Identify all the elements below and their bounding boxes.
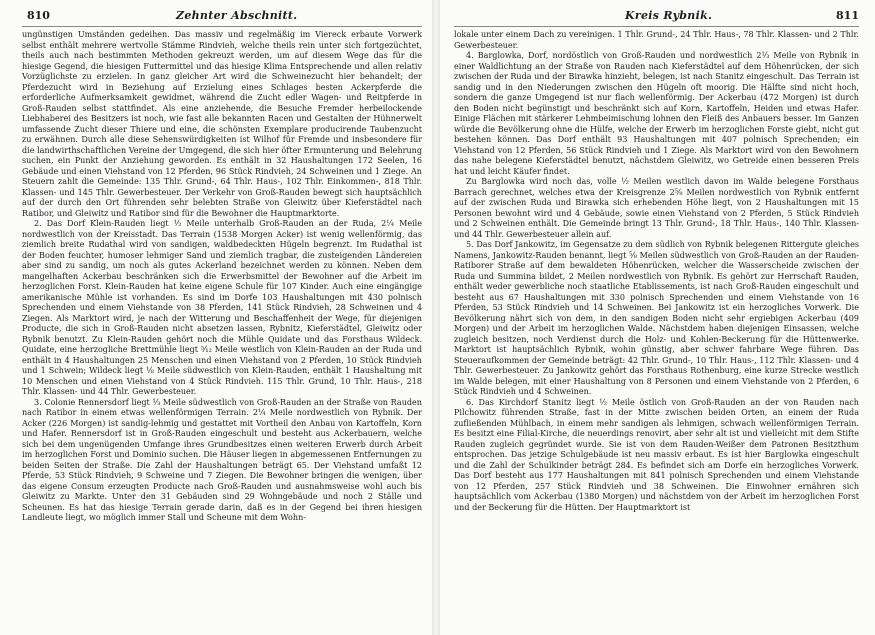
paragraph: 6. Das Kirchdorf Stanitz liegt ½ Meile östlich von Groß-Rauden an der von Rauden nach Pilchowitz führenden Straße, fast in der Mitte zwischen beiden Orten, an einem der Ruda zufließenden Mühlbach, in einem mehr sandigen als lehmigen, schwach wellenförmigen Terrain. Es besitzt eine Filial-Kirche, die neuerdings renovirt, aber sehr alt ist und vielleicht mit dem Stifte Rauden zugleich gegründet wurde. Sie ist von dem Rauden-Weißer dem Patronen Besitzthum entsprochen. Das jetzige Schulgebäude ist neu massiv erbaut. Es ist hier Barglowka eingeschult und die Zahl der Schulkinder beträgt 284. Es befindet sich am Dorfe ein herzogliches Vorwerk. Das Dorf besteht aus 177 Haushaltungen mit 841 polnisch Sprechenden und einem Viehstande von 12 Pferden, 257 Stück Rindvieh und 38 Schweinen. Die Einwohner ernähren sich hauptsächlich vom Ackerbau (1380 Morgen) und nächstdem von der Arbeit im herzoglichen Forst und der Beckerung für die Hütten. Der Hauptmarktort ist xyxy=(454,397,859,512)
paragraph: 3. Colonie Rennersdorf liegt ⅓ Meile südwestlich von Groß-Rauden an der Straße von Rauden nach Ratibor in einem etwas wellenförmigen Terrain. 2¼ Meile nordwestlich von Rybnik. Der Acker (226 Morgen) ist sandig-lehmig und gestattet mit Vortheil den Anbau von Kartoffeln, Korn und Hafer. Rennersdorf ist in Groß-Rauden eingeschult und besteht aus Ackerbauern, welche sich bei dem ungenügenden Umfange ihres Grundbesitzes einen weiteren Erwerb durch Arbeit im herzoglichen Forst und Dominio suchen. Die Häuser liegen in abgemessenen Entfernungen zu beiden Seiten der Straße. Die Zahl der Haushaltungen beträgt 65. Der Viehstand umfaßt 12 Pferde, 53 Stück Rindvieh, 9 Schweine und 7 Ziegen. Die Bewohner bringen die wenigen, über das eigene Consum erzeugten Producte nach Groß-Rauden und ausnahmsweise wohl auch bis Gleiwitz zu Markte. Unter den 31 Gebäuden sind 29 Wohngebäude und noch 2 Ställe und Scheunen. Es hat das hiesige Terrain gerade darin, daß es in der Gegend bei ihren hiesigen Landleute liegt, wo möglich immer Stall und Scheune mit dem Wohn- xyxy=(22,397,422,522)
paragraph: 5. Das Dorf Jankowitz, im Gegensatze zu dem südlich von Rybnik belegenen Rittergute gleiches Namens, Jankowitz-Rauden benannt, liegt ⅝ Meilen südwestlich von Groß-Rauden an der Rauden-Ratiborer Straße auf dem bewaldeten Höhenrücken, welcher die Wasserscheide zwischen der Ruda und Summina bildet, 2 Meilen nordwestlich von Rybnik. Es gehört zur Herrschaft Rauden, enthält weder gewerbliche noch staatliche Etablissements, ist nach Groß-Rauden eingeschult und besteht aus 67 Haushaltungen mit 330 polnisch Sprechenden und einem Viehstande von 16 Pferden, 53 Stück Rindvieh und 14 Schweinen. Bei Jankowitz ist ein herzogliches Vorwerk. Die Bevölkerung nährt sich von dem, in den sandigen Boden nicht sehr ergiebigen Ackerbau (409 Morgen) und der Arbeit im herzoglichen Walde. Nächstdem haben diejenigen Einsassen, welche zugleich besitzen, noch Verdienst durch die Holz- und Kohlen-Beckerung für die Hüttenwerke. Marktort ist hauptsächlich Rybnik, wohin günstig, aber schwer fahrbare Wege führen. Das Steueraufkommen der Gemeinde beträgt: 42 Thlr. Grund-, 10 Thlr. Haus-, 112 Thlr. Klassen- und 4 Thlr. Gewerbesteuer. Zu Jankowitz gehört das Forsthaus Rothenburg, eine kurze Strecke westlich im Walde belegen, mit einer Haushaltung von 8 Personen und einem Viehstande von 2 Pferden, 6 Stück Rindvieh und 4 Schweinen. xyxy=(454,240,859,396)
book-gutter xyxy=(432,0,440,635)
body-text xyxy=(454,30,859,513)
body-text xyxy=(22,30,422,524)
page-number: 810 xyxy=(27,9,50,22)
paragraph: ungünstigen Umständen gedeihen. Das massiv und regelmäßig im Viereck erbaute Vorwerk selbst enthält mehrere wertvolle Stämme Rindvieh, welche theils rein unter sich fortgezüchtet, theils auch nach bestimmten Methoden gekreuzt werden, um auf diesem Wege das für die hiesige Gegend, die hiesigen Futtermittel und das hiesige Klima Entsprechende und allen relativ Vorzüglichste zu erzielen. In ganz gleicher Art wird die Schweinezucht hier behandelt; der Pferdezucht wird in Beziehung auf Erzielung eines Schlages besten Ackerpferde die erforderliche Aufmerksamkeit gewidmet, während die Zucht edler Wagen- und Reitpferde in Groß-Rauden selbst stattfindet. Als eine anziehende, die Besuche Fremder herbeilockende Liebhaberei des Besitzers ist noch, wie fast alle bekannten Racen und Gestalten der Hühnerwelt umfassende Zucht dieser Thiere und eine, die schönsten Exemplare producirende Taubenzucht zu erwähnen. Durch alle diese Sehenswürdigkeiten ist Wilhof für Fremde und insbesondere für die landwirthschaftlichen Vereine der Umgegend, die sich hier öfter Ermunterung und Belehrung suchen, ein Punkt der Anziehung geworden. Es enthält in 32 Haushaltungen 172 Seelen, 16 Gebäude und einen Viehstand von 12 Pferden, 96 Stück Rindvieh, 24 Schweinen und 1 Ziege. An Steuern zahlt die Gemeinde: 135 Thlr. Grund-, 64 Thlr. Haus-, 102 Thlr. Einkommen-, 818 Thlr. Klassen- und 145 Thlr. Gewerbesteuer. Der Verkehr von Groß-Rauden bewegt sich hauptsächlich auf der durch den Ort führenden sehr belebten Straße von Gleiwitz über Kieferstädtel nach Ratibor, und Gleiwitz und Ratibor sind für die Bewohner die Hauptmarktorte. xyxy=(22,30,422,218)
header-rule xyxy=(454,26,859,27)
paragraph: Zu Barglowka wird noch das, volle ½ Meilen westlich davon im Walde belegene Forsthaus Barrach gerechnet, welches etwa der Kreisgrenze 2⅝ Meilen nordwestlich von Rybnik entfernt auf der zwischen Ruda und Birawka sich erhebenden Höhe liegt, von 2 Haushaltungen mit 15 Personen bewohnt wird und 4 Gebäude, sowie einen Viehstand von 2 Pferden, 5 Stück Rindvieh und 2 Schweinen enthält. Die Gemeinde bringt 13 Thlr. Grund-, 18 Thlr. Haus-, 140 Thlr. Klassen- und 44 Thlr. Gewerbesteuer allein auf. xyxy=(454,177,859,239)
running-title: Zehnter Abschnitt. xyxy=(176,9,298,22)
paragraph: 2. Das Dorf Klein-Rauden liegt ½ Meile unterhalb Groß-Rauden an der Ruda, 2¼ Meile nordwestlich von der Kreisstadt. Das Terrain (1538 Morgen Acker) ist wenig wellenförmig, das ziemlich breite Rudathal wird von sandigen, waldbedeckten Hügeln begrenzt. Im Rudathal ist der Boden feuchter, humoser lehmiger Sand und ziemlich tragbar, die zusteigenden Ländereien aber sind zu sandig, um noch als gutes Ackerland bezeichnet werden zu können. Neben dem mangelhaften Ackerbau beschränken sich die Erwerbsmittel der Bewohner auf die Arbeit im herzoglichen Forst. Klein-Rauden hat keine eigene Schule für 107 Kinder. Auch eine eingängige amerikanische Mühle ist vorhanden. Es sind im Dorfe 103 Haushaltungen mit 430 polnisch Sprechenden und einem Viehstande von 38 Pferden, 141 Stück Rindvieh, 28 Schweinen und 4 Ziegen. Als Marktort wird, je nach der Witterung und Beschaffenheit der Wege, für diejenigen Producte, die sich in Groß-Rauden nicht absetzen lassen, Rybnitz, Kieferstädtel, Gleiwitz oder Rybnik benutzt. Zu Klein-Rauden gehört noch die Mühle Quidate und das Forsthaus Wildeck. Quidate, eine herzogliche Brettmühle liegt ⁵⁄₁₂ Meile westlich von Klein-Rauden an der Ruda und enthält in 4 Haushaltungen 25 Menschen und einen Viehstand von 2 Pferden, 10 Stück Rindvieh und 1 Schwein; Wildeck liegt ⅛ Meile südwestlich von Klein-Rauden, enthält 1 Haushaltung mit 10 Menschen und einen Viehstand von 4 Stück Rindvieh. 115 Thlr. Grund, 10 Thlr. Haus-, 218 Thlr. Klassen- und 44 Thlr. Gewerbesteuer. xyxy=(22,219,422,396)
header-rule xyxy=(22,26,422,27)
right-page xyxy=(440,0,875,635)
paragraph: 4. Barglowka, Dorf, nordöstlich von Groß-Rauden und nordwestlich 2⅓ Meile von Rybnik in einer Waldlichtung an der Straße von Rauden nach Kieferstädtel auf dem Höhenrücken, der sich zwischen der Ruda und der Birawka hinzieht, belegen, ist nach Stanitz eingeschult. Das Terrain ist sandig und in den Niederungen zwischen den Hügeln oft moorig. Die Hälfte sind nicht hoch, sondern die ganze Umgegend ist nur flach wellenförmig. Der Ackerbau (472 Morgen) ist durch den Boden nicht begünstigt und beschränkt sich auf Korn, Kartoffeln, Heiden und etwas Hafer. Einige Flächen mit stärkerer Lehmbeimischung lohnen den Fleiß des Anbauers besser. Im Ganzen würde die Bevölkerung ohne die Hülfe, welche der Erwerb im herzoglichen Forste giebt, nicht gut bestehen können. Das Dorf enthält 93 Haushaltungen mit 407 polnisch Sprechenden; ein Viehstand von 12 Pferden, 56 Stück Rindvieh und 1 Ziege. Als Marktort wird von den Bewohnern das nahe belegene Kieferstädtel benutzt, nächstdem Gleiwitz, wo Getreide einen besseren Preis hat und leicht Käufer findet. xyxy=(454,51,859,176)
page-number: 811 xyxy=(836,9,859,22)
left-page xyxy=(0,0,432,635)
paragraph: lokale unter einem Dach zu vereinigen. 1 Thlr. Grund-, 24 Thlr. Haus-, 78 Thlr. Klassen- und 2 Thlr. Gewerbesteuer. xyxy=(454,30,859,50)
running-title: Kreis Rybnik. xyxy=(625,9,713,22)
